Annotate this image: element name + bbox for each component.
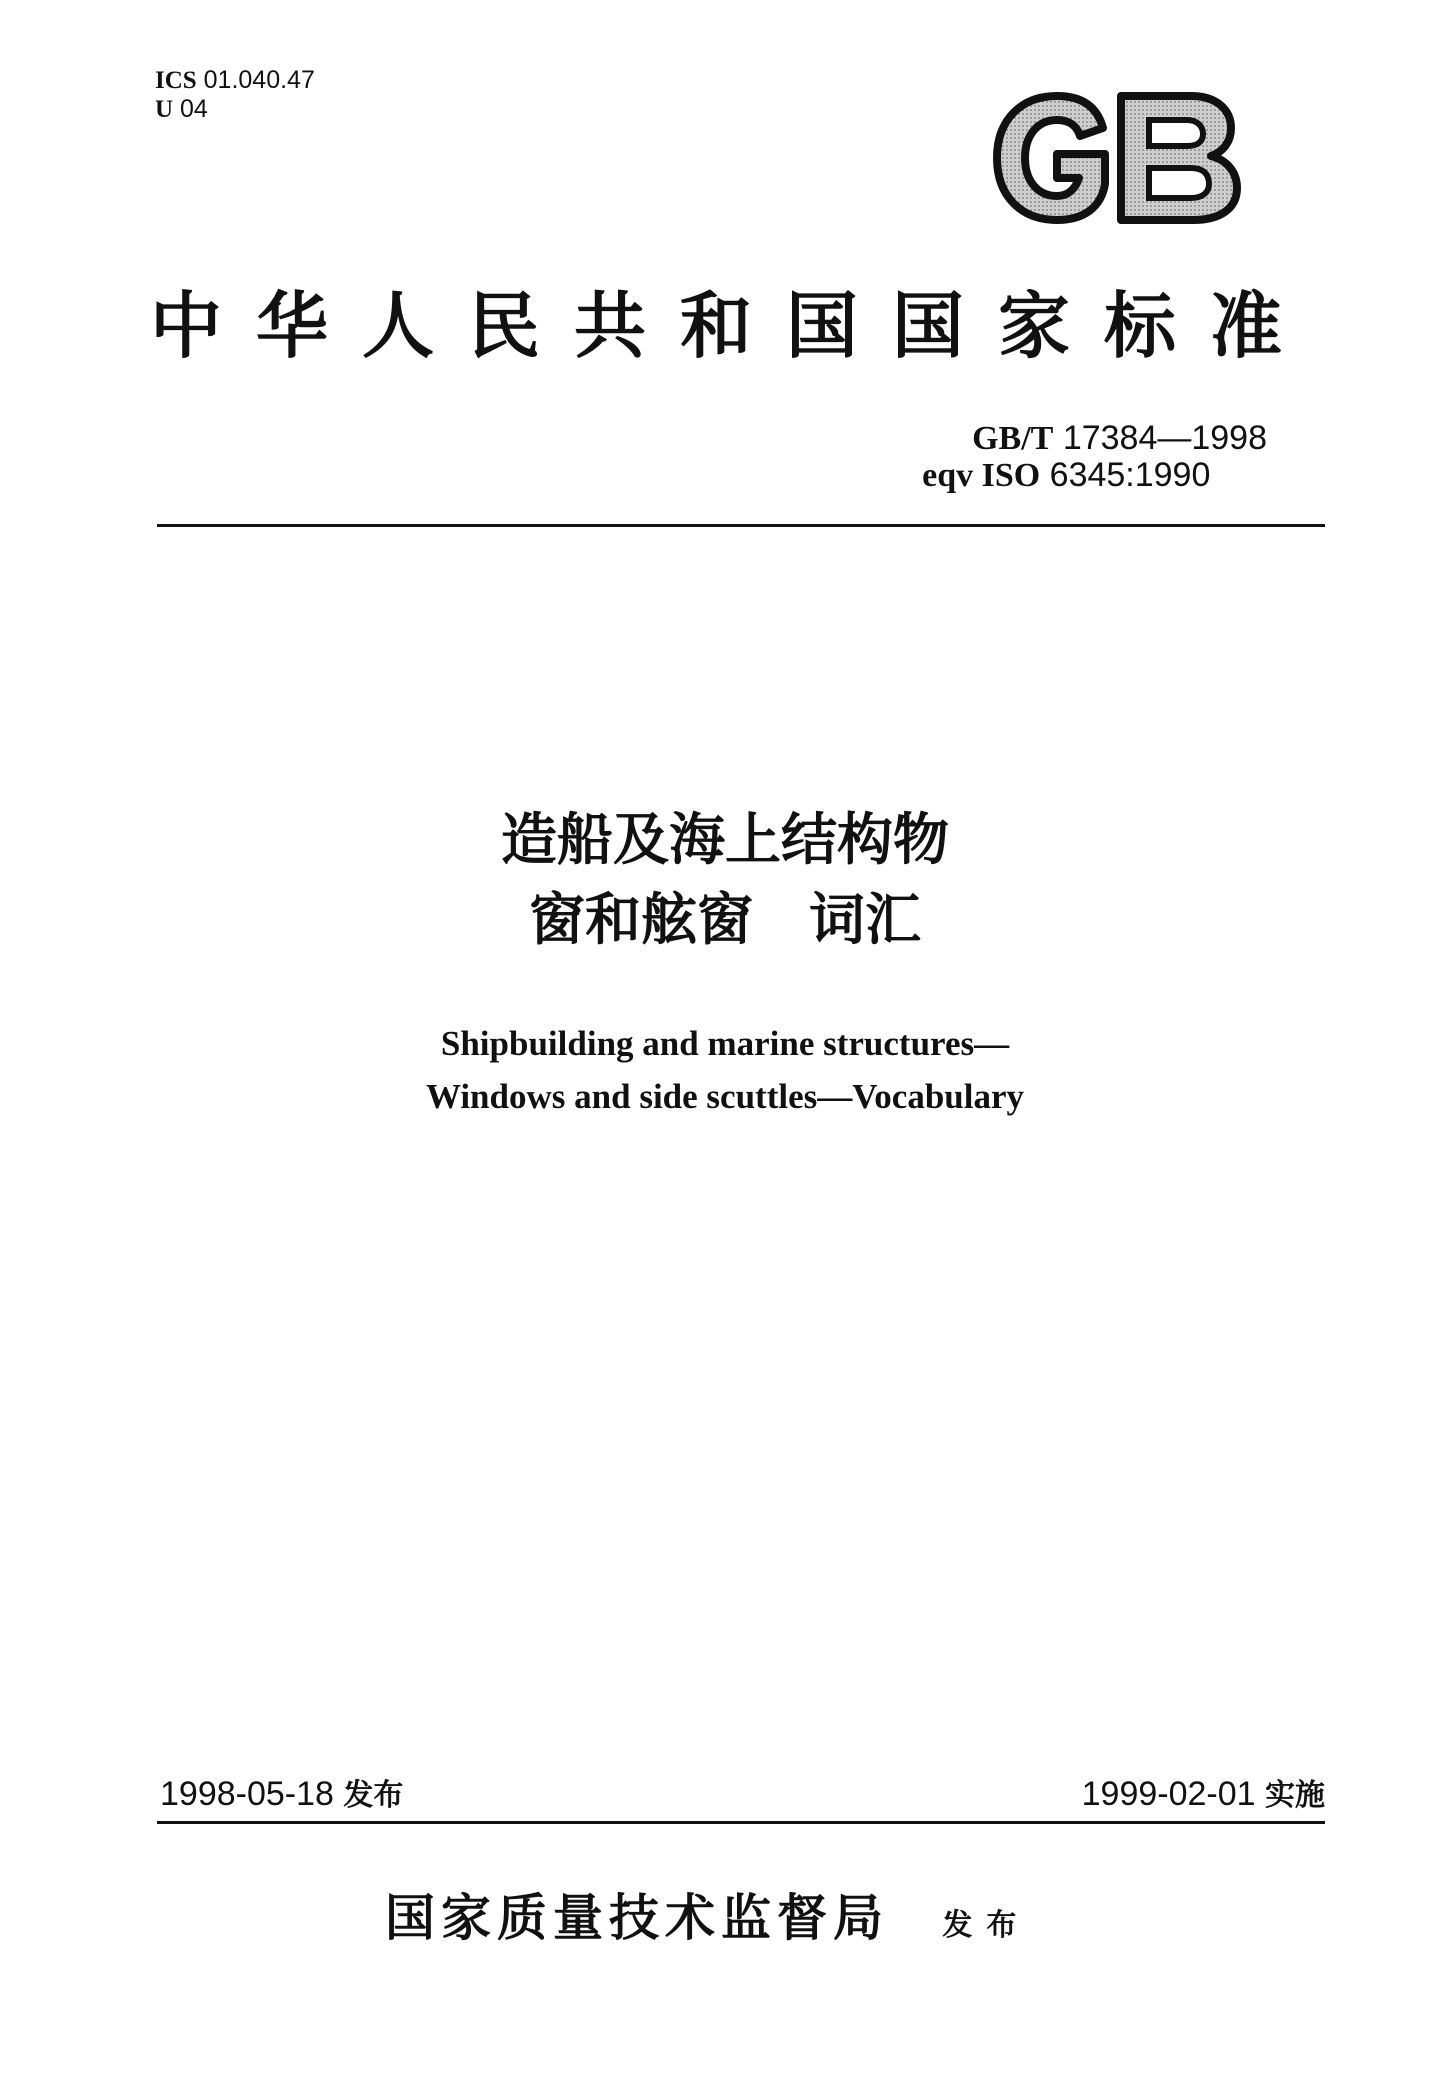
english-title-line-2: Windows and side scuttles—Vocabulary [425,1077,1025,1116]
equivalence-row [922,457,1267,494]
classification-codes [155,66,315,124]
publisher-action: 发布 [942,1908,1031,1943]
equivalence-value: 6345:1990 [1049,456,1211,494]
logo-text: GB [985,88,987,89]
publisher-name: 国家质量技术监督局 [385,1888,889,1947]
ccs-code-row [155,95,315,124]
ics-label: ICS [155,67,197,94]
standard-number-value: 17384—1998 [1062,419,1267,457]
footer-divider [157,1821,1325,1824]
issue-date [160,1774,403,1816]
gb-logo [985,88,1243,228]
ccs-label: U [155,96,174,123]
effective-date-label: 实施 [1265,1778,1325,1813]
chinese-title-line-1: 造船及海上结构物 [501,808,949,873]
ics-code-row [155,66,315,95]
national-standard-heading: 中华人民共和国国家标准 [150,284,1317,368]
header-divider [157,524,1325,527]
publisher-line [385,1888,1030,1956]
issue-date-value: 1998-05-18 [160,1775,334,1813]
standard-number-block [922,419,1267,494]
standard-number-label: GB/T [972,420,1054,457]
equivalence-label: eqv ISO [922,457,1041,494]
standard-number-row [972,420,1267,457]
english-title-line-1: Shipbuilding and marine structures— [440,1024,1010,1063]
effective-date [1082,1774,1325,1816]
chinese-title-line-2: 窗和舷窗 词汇 [529,888,921,953]
effective-date-value: 1999-02-01 [1081,1775,1256,1813]
ccs-code: 04 [180,95,208,123]
issue-date-label: 发布 [343,1778,404,1813]
ics-code: 01.040.47 [203,66,315,94]
